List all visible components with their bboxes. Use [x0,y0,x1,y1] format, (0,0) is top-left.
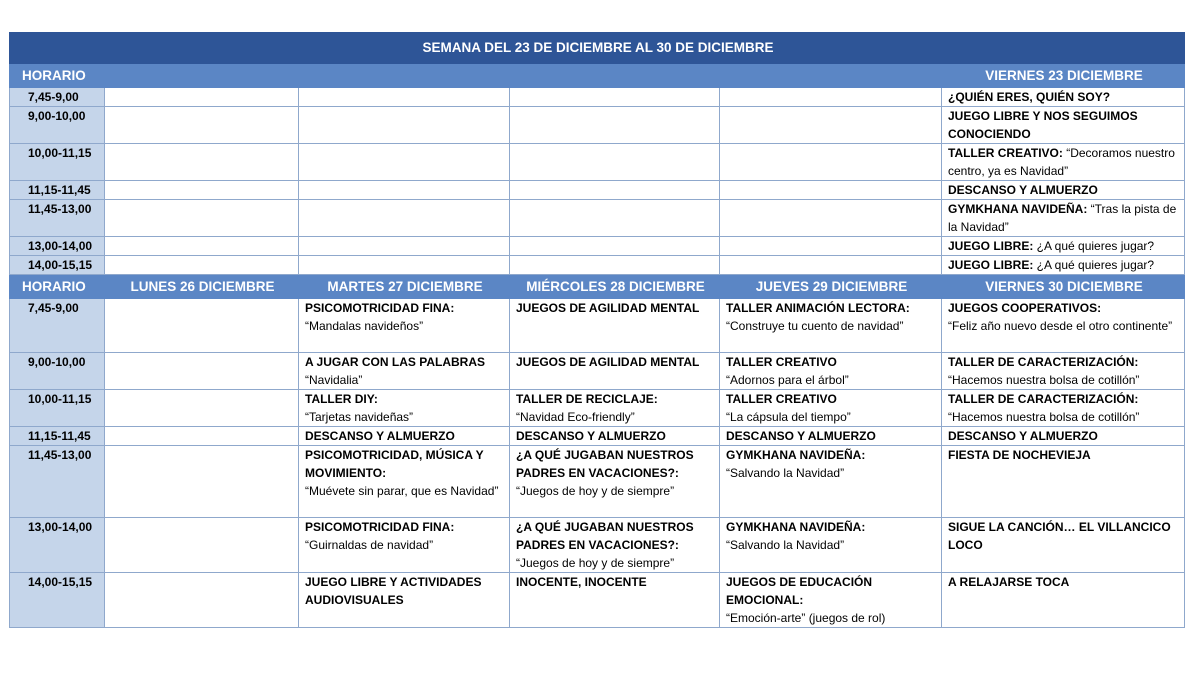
table-row [10,181,1185,200]
activity-cell-mar [299,427,510,446]
activity-title: TALLER ANIMACIÓN LECTORA: [726,301,910,315]
empty-cell [510,88,720,107]
empty-cell [299,237,510,256]
lunes-cell [105,353,299,390]
empty-cell [105,237,299,256]
horario-header: HORARIO [10,64,105,88]
activity-title: INOCENTE, INOCENTE [516,575,647,589]
activity-cell-mie [510,353,720,390]
activity-cell-jue [720,573,942,628]
activity-title: GYMKHANA NAVIDEÑA: [726,520,866,534]
empty-cell [299,181,510,200]
activity-cell [942,88,1185,107]
empty-cell [510,200,720,237]
table-row [10,107,1185,144]
activity-cell-vie [942,518,1185,573]
activity-cell-mie [510,446,720,518]
activity-title: JUEGO LIBRE: [948,239,1034,253]
time-cell: 9,00-10,00 [10,353,105,390]
lunes-cell [105,299,299,353]
lunes-cell [105,573,299,628]
empty-cell [299,144,510,181]
activity-detail: “Hacemos nuestra bolsa de cotillón” [948,410,1140,424]
activity-detail: “Navidad Eco-friendly” [516,410,635,424]
activity-title: ¿A QUÉ JUGABAN NUESTROS PADRES EN VACACIONES?: [516,448,694,480]
activity-title: DESCANSO Y ALMUERZO [726,429,876,443]
activity-title: TALLER DE CARACTERIZACIÓN: [948,355,1139,369]
activity-title: DESCANSO Y ALMUERZO [305,429,455,443]
schedule-title: SEMANA DEL 23 DE DICIEMBRE AL 30 DE DICIEMBRE [10,33,1185,64]
activity-detail: “Emoción-arte” (juegos de rol) [726,611,886,625]
empty-cell [105,144,299,181]
activity-cell-vie [942,299,1185,353]
empty-cell [510,181,720,200]
activity-cell-mie [510,390,720,427]
empty-cell [510,256,720,275]
week1-body [10,88,1185,275]
activity-cell [942,256,1185,275]
table-row [10,446,1185,518]
activity-cell [942,144,1185,181]
activity-detail: “Navidalia” [305,373,363,387]
time-cell: 10,00-11,15 [10,144,105,181]
week2-body [10,299,1185,628]
week2-header-row [10,275,1185,299]
activity-detail: “Construye tu cuento de navidad” [726,319,904,333]
table-row [10,237,1185,256]
activity-detail: “Juegos de hoy y de siempre” [516,556,675,570]
activity-title: DESCANSO Y ALMUERZO [516,429,666,443]
empty-cell [720,144,942,181]
table-row [10,88,1185,107]
activity-title: JUEGOS COOPERATIVOS: [948,301,1102,315]
table-row [10,299,1185,353]
activity-cell-mie [510,427,720,446]
activity-cell-mar [299,573,510,628]
activity-title: PSICOMOTRICIDAD FINA: [305,520,455,534]
time-cell: 14,00-15,15 [10,573,105,628]
empty-cell [720,181,942,200]
day-header-viernes-23: VIERNES 23 DICIEMBRE [942,64,1185,88]
lunes-cell [105,518,299,573]
activity-title: JUEGOS DE AGILIDAD MENTAL [516,301,700,315]
activity-cell [942,200,1185,237]
lunes-cell [105,427,299,446]
activity-cell-mar [299,353,510,390]
activity-cell-mar [299,446,510,518]
activity-title: ¿QUIÉN ERES, QUIÉN SOY? [948,90,1111,104]
activity-cell [942,107,1185,144]
empty-cell [720,200,942,237]
empty-cell [299,200,510,237]
activity-title: ¿A QUÉ JUGABAN NUESTROS PADRES EN VACACIONES?: [516,520,694,552]
empty-cell [105,88,299,107]
activity-title: JUEGO LIBRE Y ACTIVIDADES AUDIOVISUALES [305,575,482,607]
activity-title: TALLER CREATIVO: [948,146,1063,160]
empty-cell [105,181,299,200]
time-cell: 13,00-14,00 [10,237,105,256]
activity-detail: ¿A qué quieres jugar? [1033,239,1155,253]
activity-title: JUEGOS DE AGILIDAD MENTAL [516,355,700,369]
activity-title: TALLER CREATIVO [726,392,837,406]
activity-cell-jue [720,518,942,573]
activity-detail: “Guirnaldas de navidad” [305,538,434,552]
activity-cell-vie [942,446,1185,518]
activity-title: DESCANSO Y ALMUERZO [948,183,1098,197]
time-cell: 11,45-13,00 [10,446,105,518]
activity-title: A RELAJARSE TOCA [948,575,1070,589]
time-cell: 13,00-14,00 [10,518,105,573]
activity-cell [942,237,1185,256]
activity-title: PSICOMOTRICIDAD FINA: [305,301,455,315]
activity-title: JUEGOS DE EDUCACIÓN EMOCIONAL: [726,575,873,607]
day-header-lunes: LUNES 26 DICIEMBRE [105,275,299,299]
activity-detail: “Tarjetas navideñas” [305,410,414,424]
activity-title: FIESTA DE NOCHEVIEJA [948,448,1091,462]
time-cell: 11,15-11,45 [10,181,105,200]
activity-title: PSICOMOTRICIDAD, MÚSICA Y MOVIMIENTO: [305,448,484,480]
empty-cell [105,200,299,237]
empty-cell [299,256,510,275]
activity-title: TALLER CREATIVO [726,355,837,369]
activity-detail: “Juegos de hoy y de siempre” [516,484,675,498]
empty-cell [105,107,299,144]
activity-detail: “Mandalas navideños” [305,319,424,333]
activity-detail: “Muévete sin parar, que es Navidad” [305,484,499,498]
activity-title: JUEGO LIBRE: [948,258,1034,272]
empty-cell [720,237,942,256]
activity-cell-vie [942,353,1185,390]
activity-cell [942,181,1185,200]
activity-title: TALLER DE RECICLAJE: [516,392,658,406]
empty-cell [720,107,942,144]
activity-detail: “Hacemos nuestra bolsa de cotillón” [948,373,1140,387]
activity-cell-jue [720,446,942,518]
header-spacer [105,64,942,88]
activity-cell-mie [510,573,720,628]
table-row [10,353,1185,390]
empty-cell [720,256,942,275]
activity-cell-mie [510,518,720,573]
table-row [10,573,1185,628]
activity-title: JUEGO LIBRE Y NOS SEGUIMOS CONOCIENDO [948,109,1138,141]
activity-title: GYMKHANA NAVIDEÑA: [726,448,866,462]
empty-cell [720,88,942,107]
activity-detail: “Decoramos nuestro centro, ya es Navidad” [948,146,1175,178]
activity-detail: “La cápsula del tiempo” [726,410,851,424]
table-row [10,144,1185,181]
activity-title: A JUGAR CON LAS PALABRAS [305,355,486,369]
activity-detail: “Salvando la Navidad” [726,538,845,552]
time-cell: 9,00-10,00 [10,107,105,144]
time-cell: 11,45-13,00 [10,200,105,237]
lunes-cell [105,446,299,518]
activity-cell-mar [299,299,510,353]
schedule-container [9,32,1184,628]
activity-cell-vie [942,390,1185,427]
activity-cell-jue [720,390,942,427]
activity-detail: “Feliz año nuevo desde el otro continente” [948,319,1173,333]
activity-title: DESCANSO Y ALMUERZO [948,429,1098,443]
table-row [10,200,1185,237]
activity-title: TALLER DE CARACTERIZACIÓN: [948,392,1139,406]
schedule-table [9,32,1185,628]
activity-cell-mar [299,390,510,427]
activity-cell-vie [942,573,1185,628]
day-header-martes: MARTES 27 DICIEMBRE [299,275,510,299]
lunes-cell [105,390,299,427]
time-cell: 14,00-15,15 [10,256,105,275]
table-row [10,518,1185,573]
activity-cell-mie [510,299,720,353]
week1-header-row [10,64,1185,88]
day-header-viernes-30: VIERNES 30 DICIEMBRE [942,275,1185,299]
time-cell: 7,45-9,00 [10,88,105,107]
activity-title: TALLER DIY: [305,392,378,406]
time-cell: 11,15-11,45 [10,427,105,446]
empty-cell [105,256,299,275]
day-header-miercoles: MIÉRCOLES 28 DICIEMBRE [510,275,720,299]
activity-cell-jue [720,427,942,446]
empty-cell [299,107,510,144]
activity-cell-vie [942,427,1185,446]
empty-cell [510,237,720,256]
table-row [10,256,1185,275]
horario-header: HORARIO [10,275,105,299]
empty-cell [299,88,510,107]
empty-cell [510,107,720,144]
table-row [10,390,1185,427]
activity-cell-jue [720,299,942,353]
activity-detail: “Tras la pista de la Navidad” [948,202,1177,234]
time-cell: 7,45-9,00 [10,299,105,353]
table-row [10,427,1185,446]
activity-detail: “Adornos para el árbol” [726,373,849,387]
activity-detail: ¿A qué quieres jugar? [1033,258,1155,272]
activity-title: SIGUE LA CANCIÓN… EL VILLANCICO LOCO [948,520,1171,552]
day-header-jueves: JUEVES 29 DICIEMBRE [720,275,942,299]
activity-cell-jue [720,353,942,390]
activity-cell-mar [299,518,510,573]
activity-detail: “Salvando la Navidad” [726,466,845,480]
empty-cell [510,144,720,181]
activity-title: GYMKHANA NAVIDEÑA: [948,202,1088,216]
time-cell: 10,00-11,15 [10,390,105,427]
